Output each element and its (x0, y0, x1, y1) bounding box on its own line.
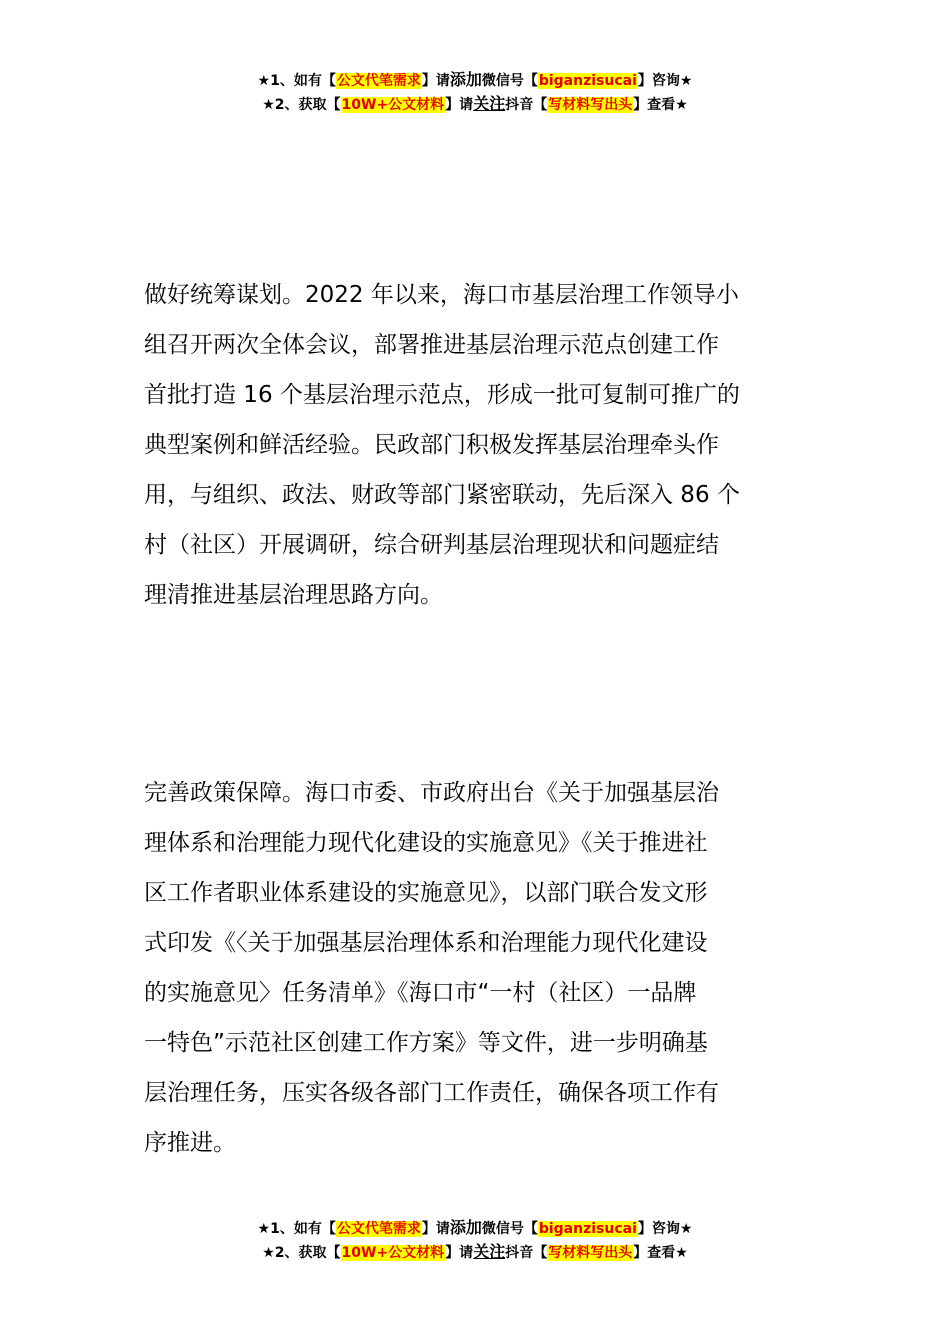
banner-text: ★1、如有【 (257, 73, 336, 89)
paragraph-policy (144, 768, 814, 1168)
banner-emphasis: 关注 (473, 1242, 506, 1261)
banner-line-2 (0, 1240, 950, 1264)
paragraph-line: 组召开两次全体会议，部署推进基层治理示范点创建工作 (144, 332, 719, 358)
banner-line-1 (0, 68, 950, 92)
banner-emphasis: 添加 (449, 1218, 482, 1237)
paragraph-line: 的实施意见〉任务清单》《海口市“一村（社区）一品牌 (144, 980, 697, 1006)
highlight-materials: 10W+公文材料 (341, 1245, 445, 1261)
paragraph-line: 完善政策保障。海口市委、市政府出台《关于加强基层治 (144, 780, 719, 806)
banner-text: 】请 (421, 1221, 450, 1237)
banner-text: 微信号【 (481, 1221, 538, 1237)
highlight-wechat-id: biganzisucai (538, 1221, 637, 1237)
highlight-wechat-id: biganzisucai (538, 73, 637, 89)
highlight-service: 公文代笔需求 (336, 1221, 421, 1237)
banner-text: ★2、获取【 (262, 97, 341, 113)
banner-text: 微信号【 (481, 73, 538, 89)
banner-line-2 (0, 92, 950, 116)
paragraph-line: 理清推进基层治理思路方向。 (144, 582, 443, 608)
highlight-materials: 10W+公文材料 (341, 97, 445, 113)
highlight-service: 公文代笔需求 (336, 73, 421, 89)
highlight-douyin-account: 写材料写出头 (548, 97, 633, 113)
banner-text: 】查看★ (633, 97, 688, 113)
highlight-douyin-account: 写材料写出头 (548, 1245, 633, 1261)
footer-banner (0, 1216, 950, 1264)
paragraph-line: 理体系和治理能力现代化建设的实施意见》《关于推进社 (144, 830, 708, 856)
banner-text: ★1、如有【 (257, 1221, 336, 1237)
paragraph-line: 做好统筹谋划。2022 年以来，海口市基层治理工作领导小 (144, 282, 739, 308)
banner-text: 】咨询★ (637, 73, 693, 89)
paragraph-planning (144, 270, 814, 620)
paragraph-line: 村（社区）开展调研，综合研判基层治理现状和问题症结 (144, 532, 719, 558)
banner-emphasis: 关注 (473, 94, 506, 113)
banner-text: 】请 (445, 1245, 474, 1261)
paragraph-line: 式印发《〈关于加强基层治理体系和治理能力现代化建设 (144, 930, 708, 956)
banner-text: 】请 (445, 97, 474, 113)
paragraph-line: 序推进。 (144, 1130, 236, 1156)
banner-text: 抖音【 (505, 97, 548, 113)
banner-text: 】查看★ (633, 1245, 688, 1261)
banner-text: 】请 (421, 73, 450, 89)
paragraph-line: 层治理任务，压实各级各部门工作责任，确保各项工作有 (144, 1080, 719, 1106)
paragraph-line: 首批打造 16 个基层治理示范点，形成一批可复制可推广的 (144, 382, 740, 408)
paragraph-line: 典型案例和鲜活经验。民政部门积极发挥基层治理牵头作 (144, 432, 719, 458)
banner-line-1 (0, 1216, 950, 1240)
banner-text: 抖音【 (505, 1245, 548, 1261)
paragraph-line: 区工作者职业体系建设的实施意见》，以部门联合发文形 (144, 880, 708, 906)
banner-emphasis: 添加 (449, 70, 482, 89)
banner-text: 】咨询★ (637, 1221, 693, 1237)
paragraph-line: 用，与组织、政法、财政等部门紧密联动，先后深入 86 个 (144, 482, 740, 508)
banner-text: ★2、获取【 (262, 1245, 341, 1261)
header-banner (0, 68, 950, 116)
paragraph-line: 一特色”示范社区创建工作方案》等文件，进一步明确基 (144, 1030, 708, 1056)
